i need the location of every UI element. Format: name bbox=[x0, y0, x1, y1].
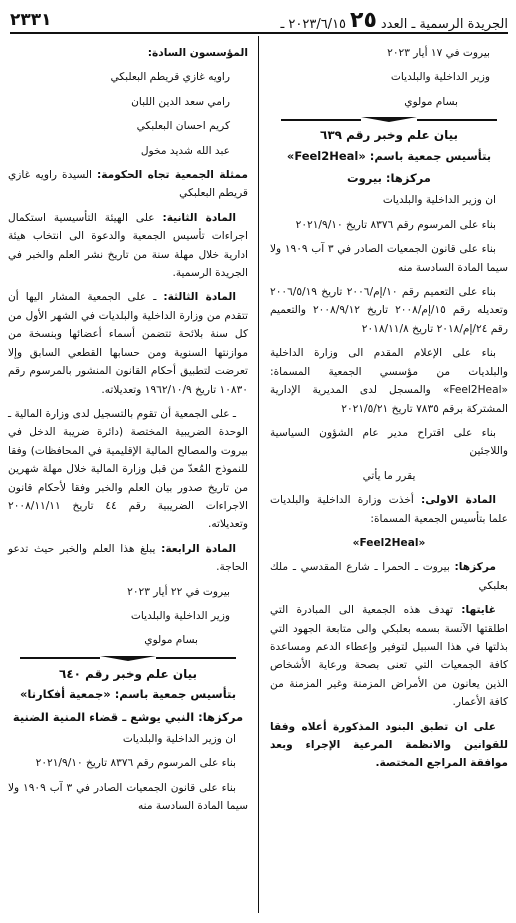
headquarters bbox=[270, 558, 508, 595]
intro-minister: وزير الداخلية والبلديات bbox=[390, 71, 490, 84]
page-header bbox=[10, 6, 508, 34]
announcement-subtitle: بتأسيس جمعية باسم: «Feel2Heal» bbox=[286, 148, 492, 163]
hq-text: بيروت ـ الحمرا ـ شارع المقدسي ـ ملك بعلبكي bbox=[270, 561, 508, 592]
goal-label: غايتها: bbox=[461, 604, 496, 617]
founder-name: عبد الله شديد مخول bbox=[140, 144, 230, 157]
announcement-title: بيان علم وخبر رقم ٦٤٠ bbox=[59, 666, 197, 681]
founders-label: المؤسسون السادة: bbox=[147, 47, 248, 59]
rep-text: السيدة راويه غازي قريطم البعلبكي bbox=[8, 169, 248, 200]
column-divider bbox=[258, 36, 259, 913]
article-4 bbox=[8, 540, 248, 577]
goal bbox=[270, 601, 508, 711]
paragraph: بناء على قانون الجمعيات الصادر في ٣ آب ١٩٠٩ ولا سيما المادة السادسة منه bbox=[270, 243, 508, 274]
article-3-text: ـ على الجمعية المشار اليها أن تتقدم من وزارة الداخلية والبلديات في الشهر الأول من كل سنة بلائحة تتضمن أسماء أعضائها وبنسخة من موازنتها السنوية ومن حسابها القطعي السابق وإلا تعرضت لتطبيق أحكام القانون المنشور بالمرسوم رقم ١٠٨٣٠ تاريخ ١٩٦٢/١٠/٩ وتعديلاته. bbox=[8, 291, 248, 396]
paragraph: بناء على اقتراح مدير عام الشؤون السياسية واللاجئين bbox=[270, 426, 508, 458]
paragraph: ان وزير الداخلية والبلديات bbox=[382, 194, 496, 207]
place-date: بيروت في ٢٢ أيار ٢٠٢٣ bbox=[127, 585, 230, 598]
announcement-title: بيان علم وخبر رقم ٦٣٩ bbox=[320, 128, 458, 143]
issue-date: ٢٠٢٣/٦/١٥ ـ bbox=[280, 17, 347, 32]
representative bbox=[8, 166, 248, 203]
paragraph: بناء على قانون الجمعيات الصادر في ٣ آب ١٩٠٩ ولا سيما المادة السادسة منه bbox=[8, 781, 248, 813]
decision-heading: يقرر ما يأتي bbox=[362, 469, 416, 482]
section-separator bbox=[270, 117, 508, 122]
announcement-hq: مركزها: بيروت bbox=[347, 171, 431, 186]
article-3 bbox=[8, 288, 248, 398]
paragraph: بناء على المرسوم رقم ٨٣٧٦ تاريخ ٢٠٢١/٩/١٠ bbox=[35, 757, 236, 770]
founder-name: كريم احسان البعلبكي bbox=[136, 120, 230, 133]
article-4-label: المادة الرابعة: bbox=[161, 542, 236, 555]
article-3-label: المادة الثالثة: bbox=[163, 291, 236, 304]
left-column bbox=[8, 44, 248, 822]
right-column bbox=[270, 44, 508, 779]
article-4-text: يبلغ هذا العلم والخبر حيث تدعو الحاجة. bbox=[8, 542, 248, 574]
paragraph: بناء على الإعلام المقدم الى وزارة الداخلية والبلديات من مؤسسي الجمعية المسماة: «Feel2Heal» والمسجل لدى المديرية الإدارية المشتركة برقم ٧٨٣٥ تاريخ ٢٠٢١/٥/٢١ bbox=[270, 347, 508, 415]
minister: وزير الداخلية والبلديات bbox=[130, 609, 230, 622]
announcement-subtitle: بتأسيس جمعية باسم: «جمعية أفكارنا» bbox=[19, 687, 237, 702]
hq-label: مركزها: bbox=[454, 561, 496, 574]
founder-name: راويه غازي قريطم البعلبكي bbox=[110, 71, 230, 84]
announcement-hq: مركزها: النبي يوشع ـ قضاء المنية الضنية bbox=[12, 709, 244, 724]
article-1-text: أخذت وزارة الداخلية والبلديات علما بتأسيس الجمعية المسماة: bbox=[270, 494, 508, 525]
article-1 bbox=[270, 491, 508, 528]
goal-text: تهدف هذه الجمعية الى المبادرة التي اطلقتها الآنسة بسمه بعلبكي والى متابعة الجهود التي بذلتها في هذا السبيل لتوفير وإعطاء الدعم ومساعدة كافة الجمعيات التي تعنى بصحة ورعاية الأشخاص الذين يعانون من الأمراض المزمنة وغير المزمنة من كافة الأعمار. bbox=[270, 604, 508, 709]
journal-name: الجريدة الرسمية ـ العدد bbox=[380, 17, 508, 32]
article-3-b: ـ على الجمعية أن تقوم بالتسجيل لدى وزارة المالية ـ الوحدة الضريبية المختصة (دائرة ضريبة الدخل في بيروت والمصالح المالية الإقليمية في المحافظات) وفقا للنموذج المُعدّ من قبل وزارة المالية خلال مهلة شهرين من تاريخ صدور بيان العلم والخبر وفقا لأحكام قانون الاجراءات الضريبية رقم ٤٤ تاريخ ٢٠٠٨/١١/١١ وتعديلاته. bbox=[7, 407, 248, 531]
intro-place-date: بيروت في ١٧ أيار ٢٠٢٣ bbox=[387, 47, 490, 59]
intro-signature: بسام مولوي bbox=[404, 95, 458, 108]
issue-number: ٢٥ bbox=[350, 8, 377, 33]
paragraph: بناء على التعميم رقم ١٠/إم/٢٠٠٦ تاريخ ٢٠٠٦/٥/١٩ وتعديله رقم ١٥/إم/٢٠٠٨ تاريخ ٢٠٠٨/٩/١٢ والتعميم رقم ٢٤/إم/٢٠١٨ تاريخ ٢٠١٨/١١/٨ bbox=[270, 286, 508, 335]
section-separator bbox=[8, 656, 248, 661]
association-name: «Feel2Heal» bbox=[352, 536, 426, 549]
paragraph: ان وزير الداخلية والبلديات bbox=[122, 733, 236, 745]
article-2-label: المادة الثانية: bbox=[162, 211, 236, 224]
article-2-text: على الهيئة التأسيسية استكمال اجراءات تأسيس الجمعية والدعوة الى انتخاب هيئة ادارية خلال مهلة سنة من تاريخ نشر العلم والخبر في الجريدة الرسمية. bbox=[8, 211, 248, 280]
article-1-label: المادة الاولى: bbox=[421, 494, 496, 507]
page-number: ٢٣٣١ bbox=[10, 10, 52, 30]
rep-label: ممثلة الجمعية تجاه الحكومة: bbox=[97, 169, 248, 182]
article-2 bbox=[8, 209, 248, 283]
signature: بسام مولوي bbox=[144, 634, 198, 647]
closing-clause: على ان تطبق البنود المذكورة أعلاه وفقا للقوانين والانظمة المرعية الإجراء وبعد موافقة المراجع المختصة. bbox=[270, 720, 508, 770]
paragraph: بناء على المرسوم رقم ٨٣٧٦ تاريخ ٢٠٢١/٩/١٠ bbox=[295, 218, 496, 231]
founder-name: رامي سعد الدين اللبان bbox=[131, 95, 230, 108]
